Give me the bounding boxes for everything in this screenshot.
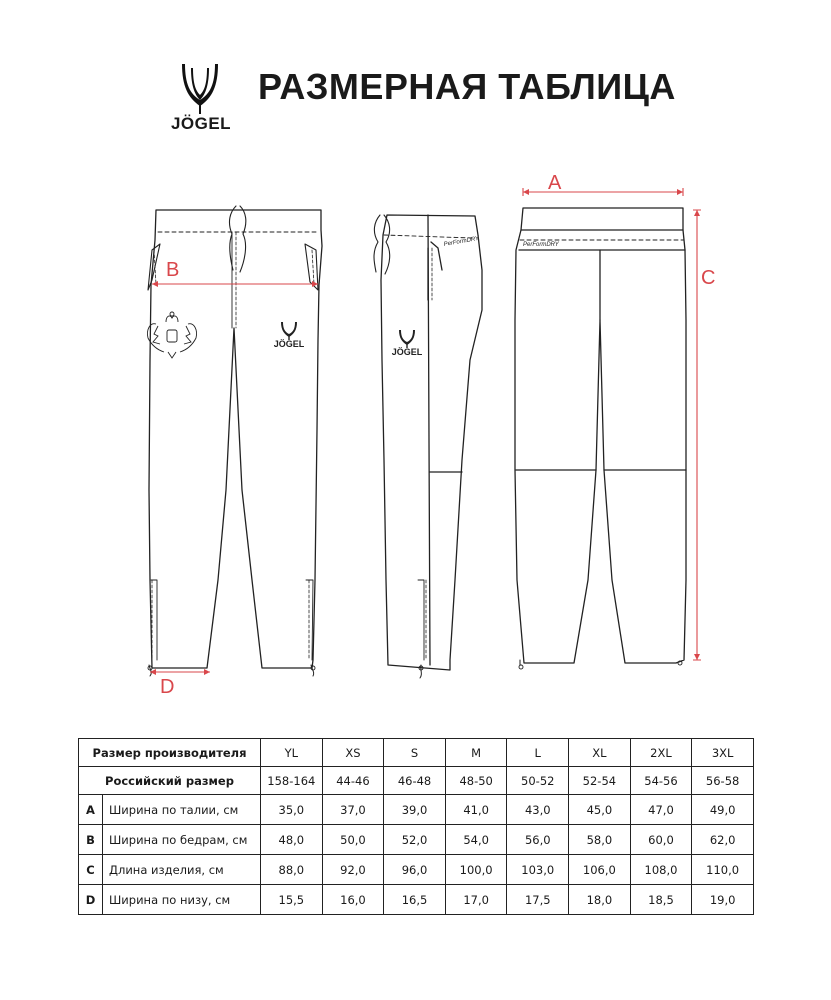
measurement-value: 43,0 — [507, 795, 569, 825]
table-row — [79, 885, 754, 915]
dimension-b-label: B — [166, 259, 180, 281]
measurement-value: 50,0 — [322, 825, 384, 855]
russian-size-cell: 48-50 — [445, 767, 507, 795]
measurement-value: 48,0 — [261, 825, 323, 855]
measurement-value: 103,0 — [507, 855, 569, 885]
measurement-code: B — [79, 825, 103, 855]
measurement-label: Длина изделия, см — [103, 855, 261, 885]
size-table — [78, 738, 754, 915]
size-table-body — [79, 739, 754, 915]
measurement-value: 108,0 — [630, 855, 692, 885]
russian-size-cell: 158-164 — [261, 767, 323, 795]
measurement-value: 41,0 — [445, 795, 507, 825]
table-header-row — [79, 739, 754, 767]
side-logo-text: JÖGEL — [391, 347, 423, 357]
side-fabric-label: PerFormDRY — [443, 235, 480, 248]
header-size-cell: YL — [261, 739, 323, 767]
back-view — [515, 208, 686, 669]
measurement-value: 18,5 — [630, 885, 692, 915]
dimension-c-label: C — [701, 267, 716, 289]
header-size-cell: 2XL — [630, 739, 692, 767]
measurement-label: Ширина по талии, см — [103, 795, 261, 825]
back-fabric-label: PerFormDRY — [523, 242, 559, 248]
measurement-value: 17,0 — [445, 885, 507, 915]
table-row — [79, 795, 754, 825]
header-size-cell: S — [384, 739, 446, 767]
side-view — [374, 215, 482, 678]
table-row — [79, 825, 754, 855]
measurement-value: 56,0 — [507, 825, 569, 855]
header-size-cell: L — [507, 739, 569, 767]
russian-size-label: Российский размер — [79, 767, 261, 795]
russian-size-cell: 44-46 — [322, 767, 384, 795]
measurement-value: 39,0 — [384, 795, 446, 825]
coat-of-arms-icon — [147, 312, 196, 358]
dimension-d-label: D — [160, 676, 175, 698]
measurement-label: Ширина по низу, см — [103, 885, 261, 915]
chest-logo-icon — [281, 322, 297, 340]
header-size-cell: XL — [569, 739, 631, 767]
measurement-value: 45,0 — [569, 795, 631, 825]
measurement-code: A — [79, 795, 103, 825]
measurement-value: 106,0 — [569, 855, 631, 885]
page-title: РАЗМЕРНАЯ ТАБЛИЦА — [258, 66, 676, 107]
measurement-value: 47,0 — [630, 795, 692, 825]
russian-size-row — [79, 767, 754, 795]
measurement-value: 88,0 — [261, 855, 323, 885]
side-logo-icon — [399, 330, 415, 348]
measurement-value: 62,0 — [692, 825, 754, 855]
measurement-value: 17,5 — [507, 885, 569, 915]
header-size-cell: XS — [322, 739, 384, 767]
header-label: Размер производителя — [79, 739, 261, 767]
front-chest-logo-text: JÖGEL — [273, 339, 305, 349]
measurement-value: 52,0 — [384, 825, 446, 855]
header-size-cell: M — [445, 739, 507, 767]
russian-size-cell: 54-56 — [630, 767, 692, 795]
measurement-value: 54,0 — [445, 825, 507, 855]
measurement-value: 60,0 — [630, 825, 692, 855]
measurement-value: 37,0 — [322, 795, 384, 825]
measurement-code: D — [79, 885, 103, 915]
russian-size-cell: 46-48 — [384, 767, 446, 795]
measurement-value: 96,0 — [384, 855, 446, 885]
russian-size-cell: 52-54 — [569, 767, 631, 795]
measurement-value: 16,5 — [384, 885, 446, 915]
measurement-value: 92,0 — [322, 855, 384, 885]
pants-technical-drawing — [0, 160, 831, 700]
header-size-cell: 3XL — [692, 739, 754, 767]
dimension-a-label: A — [548, 172, 562, 194]
table-row — [79, 855, 754, 885]
russian-size-cell: 56-58 — [692, 767, 754, 795]
measurement-value: 35,0 — [261, 795, 323, 825]
measurement-code: C — [79, 855, 103, 885]
measurement-value: 110,0 — [692, 855, 754, 885]
measurement-value: 18,0 — [569, 885, 631, 915]
measurement-value: 58,0 — [569, 825, 631, 855]
measurement-value: 15,5 — [261, 885, 323, 915]
measurement-value: 19,0 — [692, 885, 754, 915]
russian-size-cell: 50-52 — [507, 767, 569, 795]
measurement-value: 100,0 — [445, 855, 507, 885]
brand-name: JÖGEL — [170, 114, 232, 133]
measurement-value: 49,0 — [692, 795, 754, 825]
measurement-label: Ширина по бедрам, см — [103, 825, 261, 855]
measurement-value: 16,0 — [322, 885, 384, 915]
